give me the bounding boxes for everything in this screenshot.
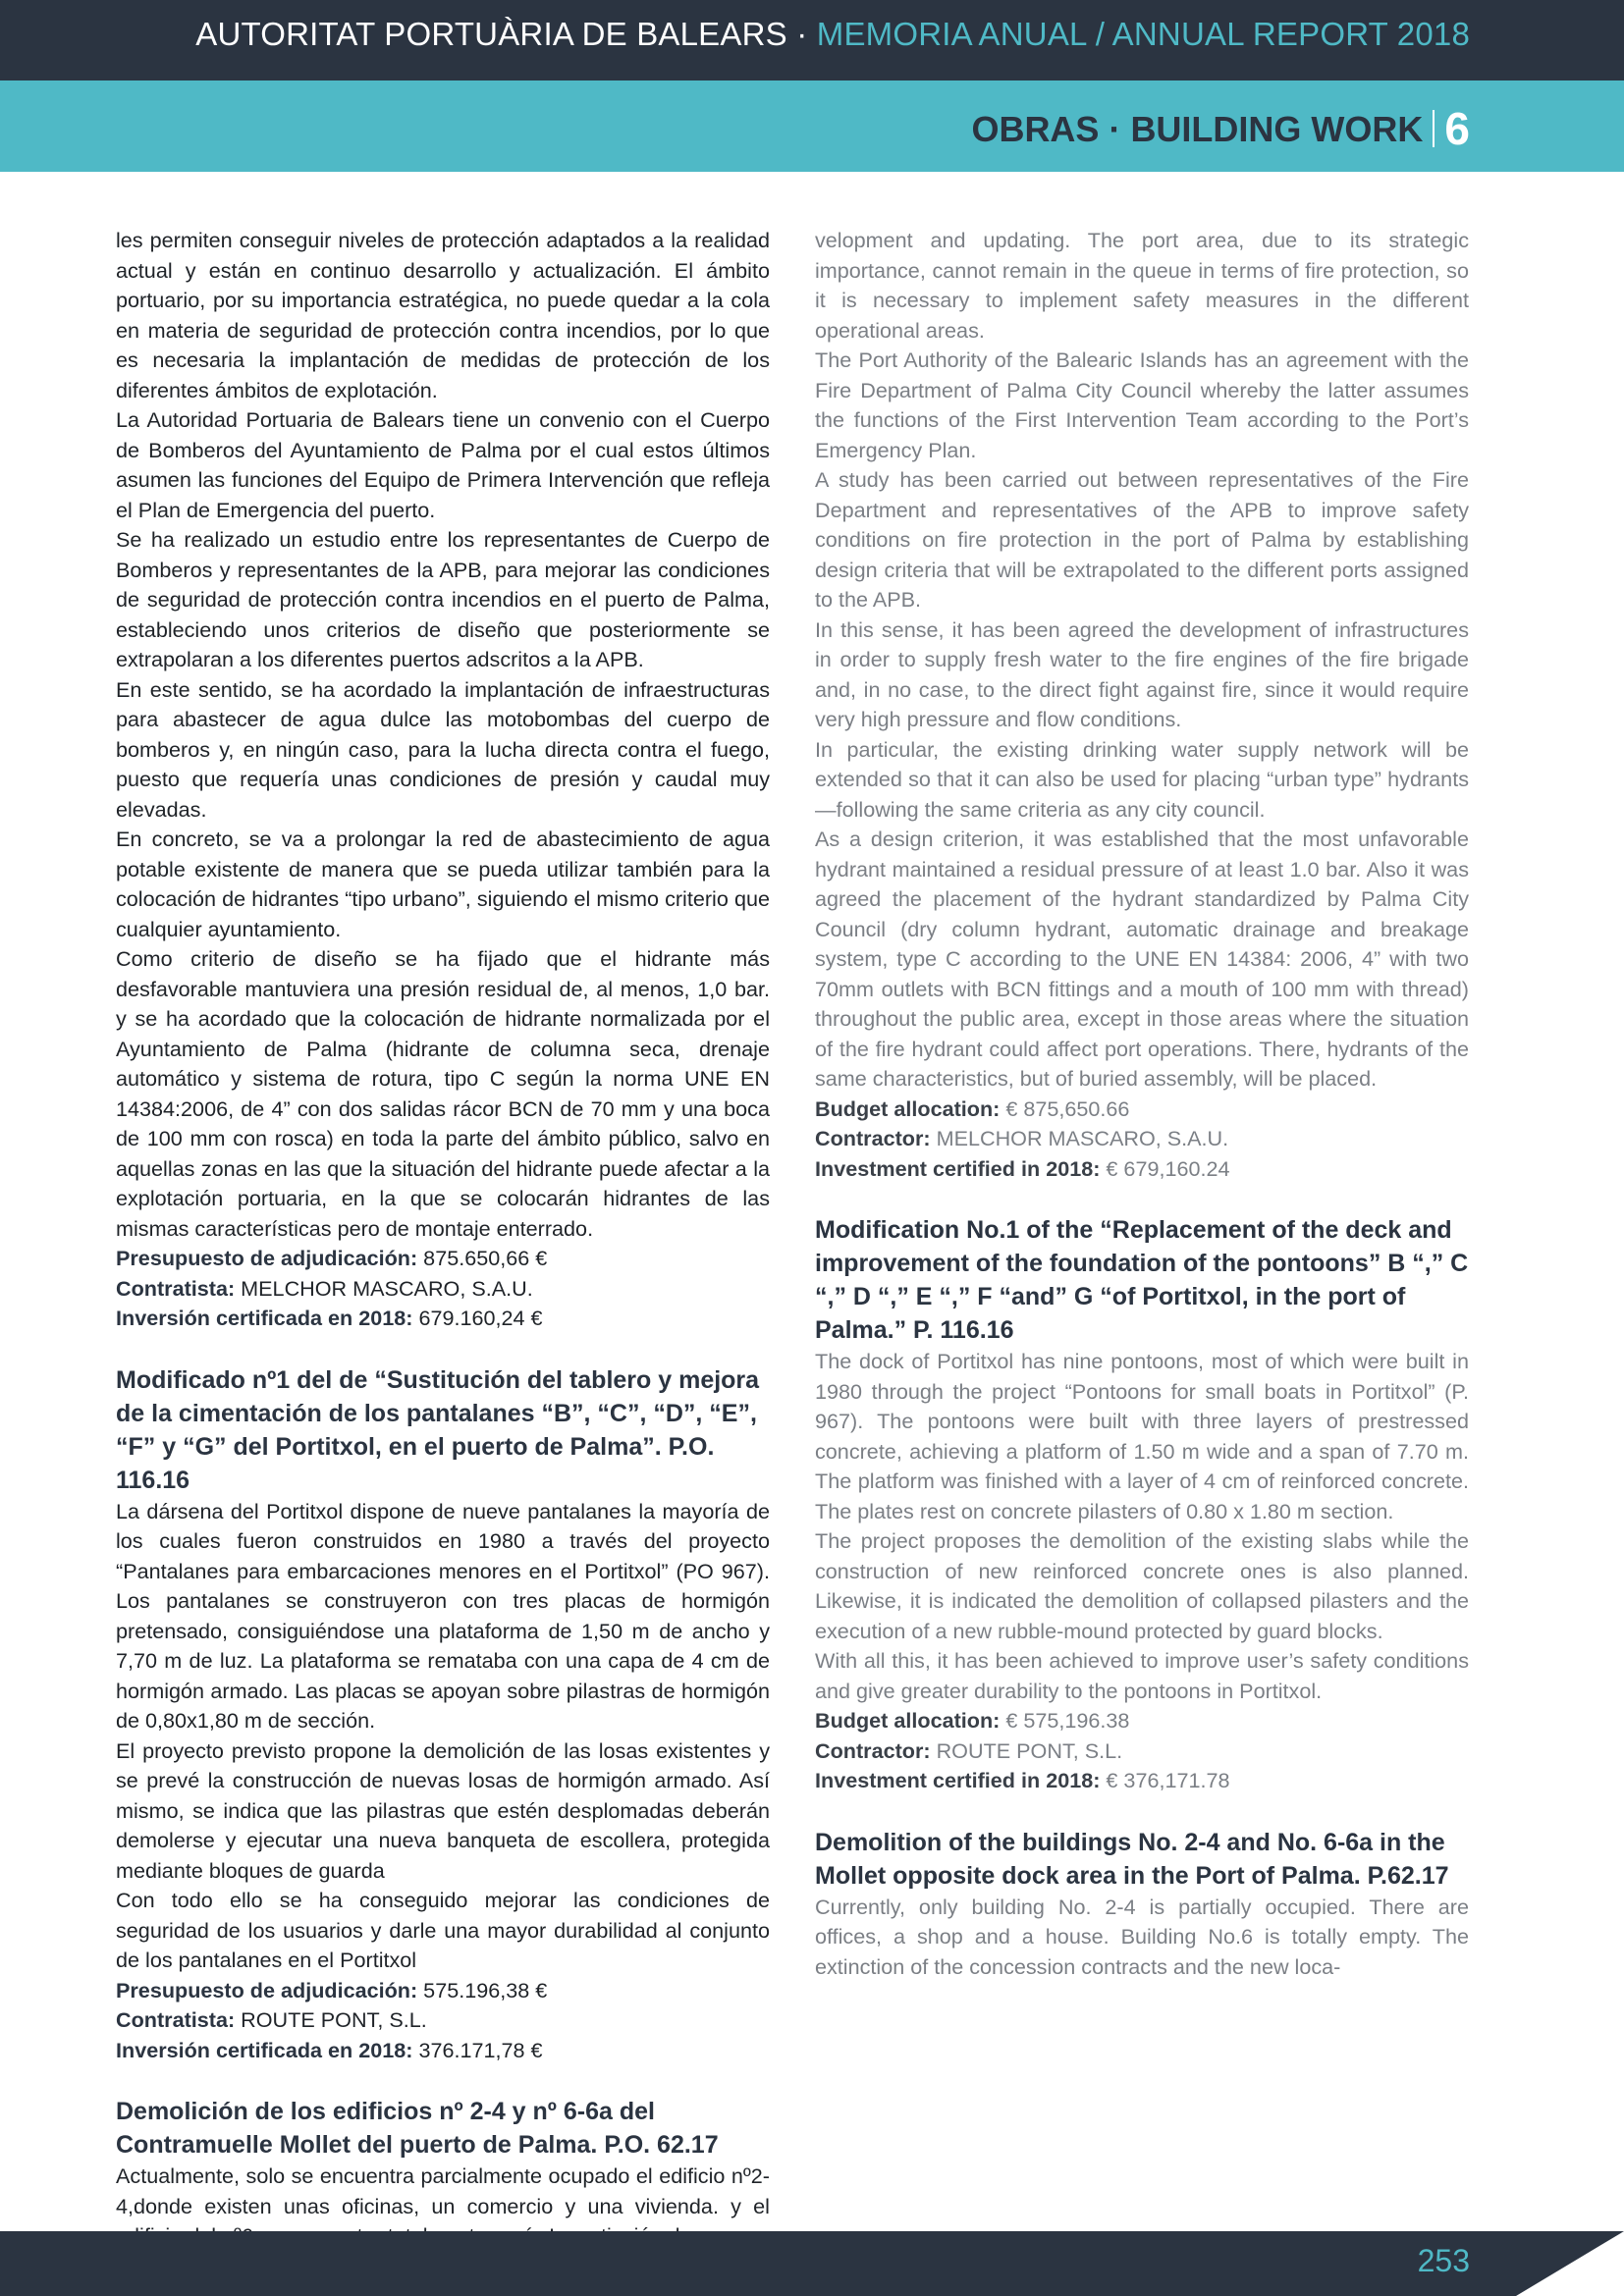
investment-label: Inversión certificada en 2018: (116, 1306, 413, 1330)
paragraph: The dock of Portitxol has nine pontoons, most of which were built in 1980 through the project “Pontoons for small boats in Portitxol” (P. 967). The pontoons were built with three layers of prestressed concrete, achieving a platform of 1.50 m wide and a span of 7.70 m. The platform was finished with a layer of 4 cm of reinforced concrete. The plates rest on concrete pilasters of 0.80 x 1.80 m section. (815, 1349, 1469, 1523)
paragraph: Se ha realizado un estudio entre los representantes de Cuerpo de Bomberos y representantes de la APB, para mejorar las condiciones de seguridad de protección contra incendios en el puerto de Palma, estableciendo unos criterios de diseño que posteriormente se extrapolaran a los diferentes puertos adscritos a la APB. (116, 527, 770, 671)
budget-line (815, 1706, 1469, 1736)
paragraph: En este sentido, se ha acordado la implantación de infraestructuras para abastecer de agua dulce las motobombas del cuerpo de bomberos y, en ningún caso, para la lucha directa contra el fuego, puesto que requería unas condiciones de presión y caudal muy elevadas. (116, 676, 770, 822)
org-name: AUTORITAT PORTUÀRIA DE BALEARS · (195, 16, 817, 52)
section-title: OBRAS · BUILDING WORK (971, 109, 1424, 149)
contractor-label: Contratista: (116, 1275, 236, 1301)
project-heading: Modification No.1 of the “Replacement of the deck and improvement of the foundation of the pontoons” B “,” C “,” D “,” E “,” F “and” G “of Portitxol, in the port of Palma.” P. 116.16 (815, 1216, 1469, 1344)
project-heading: Demolition of the buildings No. 2-4 and No. 6-6a in the Mollet opposite dock area in the Port of Palma. P.62.17 (815, 1828, 1449, 1890)
budget-line (815, 1095, 1469, 1125)
spanish-column (116, 226, 770, 2252)
annual-report-label: ANNUAL REPORT (1111, 16, 1397, 52)
investment-line (116, 2036, 770, 2066)
section-divider (1433, 110, 1435, 147)
memoria-label: MEMORIA ANUAL / (816, 16, 1112, 52)
paragraph: A study has been carried out between representatives of the Fire Department and representatives of the APB to improve safety conditions on fire protection in the port of Palma by establishing design criteria that will be extrapolated to the different ports assigned to the APB. (815, 467, 1469, 612)
budget-label: Budget allocation: (815, 1095, 1001, 1121)
budget-label: Budget allocation: (815, 1708, 1001, 1733)
corner-decoration (1516, 2231, 1624, 2296)
contractor-value: MELCHOR MASCARO, S.A.U. (235, 1275, 533, 1301)
budget-value: 575.196,38 € (417, 1977, 548, 2002)
paragraph: Actualmente, solo se encuentra parcialmente ocupado el edificio nº2-4,donde existen unas oficinas, un comercio y una vivienda. y el (116, 2163, 770, 2218)
investment-label: Investment certified in 2018: (815, 1155, 1101, 1181)
section-bar (0, 80, 1624, 172)
investment-value: € 376,171.78 (1100, 1768, 1230, 1792)
paragraph: The project proposes the demolition of the existing slabs while the construction of new reinforced concrete ones is also planned. Likewise, it is indicated the demolition of collapsed pilasters and the execution of a new rubble-mound protected by guard blocks. (815, 1528, 1469, 1643)
header-bar (0, 0, 1624, 80)
english-column (815, 226, 1469, 1982)
contractor-line (116, 2005, 770, 2036)
contractor-label: Contractor: (815, 1126, 931, 1150)
project-heading: Demolición de los edificios nº 2-4 y nº 6-6a del Contramuelle Mollet del puerto de Palma. P.O. 62.17 (116, 2098, 719, 2159)
contractor-label: Contratista: (116, 2007, 236, 2032)
investment-line (116, 1304, 770, 1334)
paragraph: Currently, only building No. 2-4 is partially occupied. There are offices, a shop and a house. Building No.6 is totally empty. The extinction of the concession contracts and the new loca- (815, 1894, 1469, 1979)
footer-bar (0, 2231, 1624, 2296)
contractor-line (815, 1736, 1469, 1767)
report-title (195, 16, 1470, 53)
paragraph: As a design criterion, it was established that the most unfavorable hydrant maintained a residual pressure of at least 1.0 bar. Also it was agreed the placement of the hydrant standardized by Palma City Council (dry column hydrant, automatic drainage and breakage system, type C according to the UNE EN 14384: 2006, 4” with two 70mm outlets with BCN fittings and a mouth of 100 mm with thread) throughout the public area, except in those areas where the situation of the fire hydrant could affect port operations. There, hydrants of the same characteristics, but of buried assembly, will be placed. (815, 827, 1469, 1091)
page-number: 253 (1417, 2243, 1470, 2278)
contractor-value: ROUTE PONT, S.L. (930, 1737, 1123, 1763)
budget-line (116, 1244, 770, 1274)
contractor-value: MELCHOR MASCARO, S.A.U. (930, 1126, 1229, 1150)
budget-value: € 875,650.66 (1000, 1095, 1130, 1121)
paragraph: In particular, the existing drinking water supply network will be extended so that it can also be used for placing “urban type” hydrants —following the same criteria as any city council. (815, 736, 1469, 822)
project-heading: Modificado nº1 del de “Sustitución del tablero y mejora de la cimentación de los pantalanes “B”, “C”, “D”, “E”, “F” y “G” del Portitxol, en el puerto de Palma”. P.O. 116.16 (116, 1365, 760, 1494)
investment-label: Inversión certificada en 2018: (116, 2037, 413, 2062)
investment-line (815, 1154, 1469, 1185)
contractor-value: ROUTE PONT, S.L. (235, 2007, 427, 2032)
paragraph: En concreto, se va a prolongar la red de abastecimiento de agua potable existente de manera que se pueda utilizar también para la colocación de hidrantes “tipo urbano”, siguiendo el mismo criterio que cualquier ayuntamiento. (116, 827, 770, 941)
investment-value: 679.160,24 € (412, 1306, 543, 1330)
budget-line (116, 1976, 770, 2006)
paragraph: Con todo ello se ha conseguido mejorar las condiciones de seguridad de los usuarios y darle una mayor durabilidad al conjunto de los pantalanes en el Portitxol (116, 1888, 770, 1972)
section-number: 6 (1444, 103, 1470, 154)
report-year: 2018 (1396, 16, 1470, 52)
paragraph: velopment and updating. The port area, due to its strategic importance, cannot remain in the queue in terms of fire protection, so it is necessary to implement safety measures in the different operational areas. (815, 228, 1469, 343)
contractor-line (116, 1274, 770, 1305)
investment-line (815, 1766, 1469, 1796)
contractor-line (815, 1124, 1469, 1154)
budget-label: Presupuesto de adjudicación: (116, 1246, 418, 1270)
paragraph: The Port Authority of the Balearic Islands has an agreement with the Fire Department of Palma City Council whereby the latter assumes the functions of the First Intervention Team according to the Port’s Emergency Plan. (815, 347, 1469, 462)
investment-label: Investment certified in 2018: (815, 1768, 1101, 1792)
paragraph: In this sense, it has been agreed the development of infrastructures in order to supply fresh water to the fire engines of the fire brigade and, in no case, to the direct fight against fire, since it would require very high pressure and flow conditions. (815, 616, 1469, 731)
paragraph: les permiten conseguir niveles de protección adaptados a la realidad actual y están en continuo desarrollo y actualización. El ámbito portuario, por su importancia estratégica, no puede quedar a la cola en materia de seguridad de protección contra incendios, por lo que es necesaria la implantación de medidas de protección de los diferentes ámbitos de explotación. (116, 228, 770, 402)
paragraph: Como criterio de diseño se ha fijado que el hidrante más desfavorable mantuviera una presión residual de, al menos, 1,0 bar. y se ha acordado que la colocación de hidrante normalizada por el Ayuntamiento de Palma (hidrante de columna seca, drenaje automático y sistema de rotura, tipo C según la norma UNE EN 14384:2006, de 4” con dos salidas rácor BCN de 70 mm y una boca de 100 mm con rosca) en toda la parte del ámbito público, salvo en aquellas zonas en las que la situación del hidrante puede afectar a la explotación portuaria, en la que se colocarán hidrantes de las mismas características pero de montaje enterrado. (116, 946, 770, 1241)
contractor-label: Contractor: (815, 1737, 931, 1763)
budget-label: Presupuesto de adjudicación: (116, 1977, 418, 2002)
paragraph: La Autoridad Portuaria de Balears tiene un convenio con el Cuerpo de Bomberos del Ayuntamiento de Palma por el cual estos últimos asumen las funciones del Equipo de Primera Intervención que refleja el Plan de Emergencia del puerto. (116, 407, 770, 522)
paragraph: With all this, it has been achieved to improve user’s safety conditions and give greater durability to the pontoons in Portitxol. (815, 1648, 1469, 1703)
investment-value: € 679,160.24 (1100, 1155, 1230, 1181)
paragraph: La dársena del Portitxol dispone de nueve pantalanes la mayoría de los cuales fueron construidos en 1980 a través del proyecto “Pantalanes para embarcaciones menores en el Portitxol” (PO 967). Los pantalanes se construyeron con tres placas de hormigón pretensado, consiguiéndose una plataforma de 1,50 m de ancho y 7,70 m de luz. La plataforma se remataba con una capa de 4 cm de hormigón armado. Las placas se apoyan sobre pilastras de hormigón de 0,80x1,80 m de sección. (116, 1498, 770, 1733)
section-heading (971, 102, 1470, 155)
investment-value: 376.171,78 € (412, 2037, 543, 2062)
budget-value: € 575,196.38 (1000, 1708, 1130, 1733)
paragraph: El proyecto previsto propone la demolición de las losas existentes y se prevé la construcción de nuevas losas de hormigón armado. Así mismo, se indica que las pilastras que estén desplomadas deberán demolerse y ejecutar una nueva banqueta de escollera, protegida mediante bloques de guarda (116, 1737, 770, 1883)
budget-value: 875.650,66 € (417, 1246, 548, 1270)
